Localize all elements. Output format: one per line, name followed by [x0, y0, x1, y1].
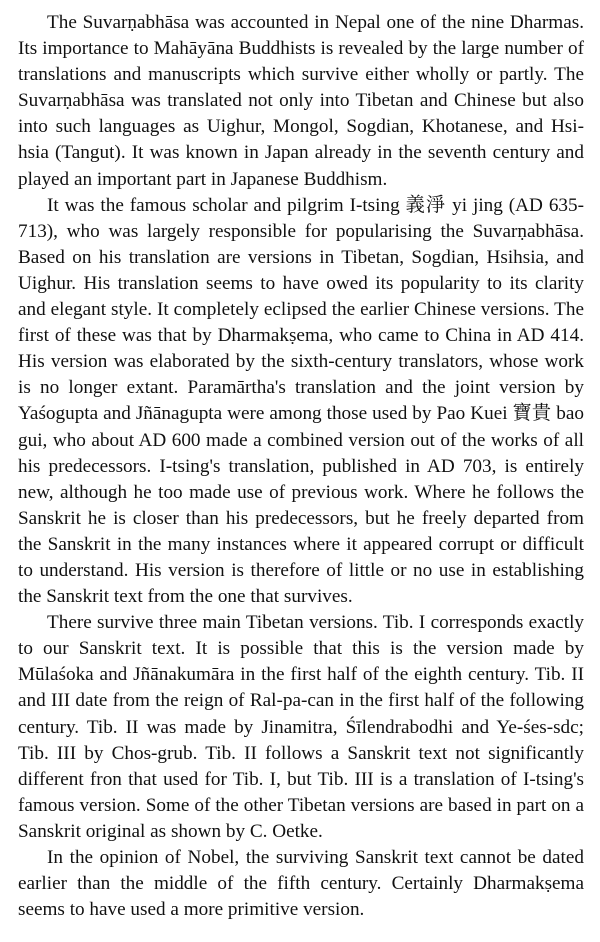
paragraph-suvarnabhasa-importance: The Suvarṇabhāsa was accounted in Nepal one of the nine Dharmas. Its importance to Mahāyāna Buddhists is revealed by the large number of translations and manuscripts which survive either wholly or partly. The Suvarṇabhāsa was translated not only into Tibetan and Chinese but also into such languages as Uighur, Mongol, Sogdian, Khotanese, and Hsi-hsia (Tangut). It was known in Japan already in the seventh century and played an important part in Japanese Buddhism. — [18, 12, 584, 190]
document-page — [18, 10, 584, 923]
paragraph-tibetan-versions: There survive three main Tibetan versions. Tib. I corresponds exactly to our Sanskrit text. It is possible that this is the version made by Mūlaśoka and Jñānakumāra in the first half of the eighth century. Tib. II and III date from the reign of Ral-pa-can in the first half of the following century. Tib. II was made by Jinamitra, Śīlendrabodhi and Ye-śes-sdc; Tib. III by Chos-grub. Tib. II follows a Sanskrit text not significantly different fron that used for Tib. I, but Tib. III is a translation of I-tsing's famous version. Some of the other Tibetan versions are based in part on a Sanskrit original as shown by C. Oetke. — [18, 612, 584, 842]
paragraph-i-tsing-translation: It was the famous scholar and pilgrim I-tsing 義淨 yi jing (AD 635-713), who was largely responsible for popularising the Suvarṇabhāsa. Based on his translation are versions in Tibetan, Sogdian, Hsihsia, and Uighur. His translation seems to have owed its popularity to its clarity and elegant style. It completely eclipsed the earlier Chinese versions. The first of these was that by Dharmakṣema, who came to China in AD 414. His version was elaborated by the sixth-century translators, whose work is no longer extant. Paramārtha's translation and the joint version by Yaśogupta and Jñānagupta were among those used by Pao Kuei 寶貴 bao gui, who about AD 600 made a combined version out of the works of all his predecessors. I-tsing's translation, published in AD 703, is entirely new, although he too made use of previous work. Where he follows the Sanskrit he is closer than his predecessors, but he freely departed from the Sanskrit in the many instances where it appeared corrupt or difficult to understand. His version is therefore of little or no use in establishing the Sanskrit text from the one that survives. — [18, 194, 584, 608]
paragraph-nobel-opinion: In the opinion of Nobel, the surviving Sanskrit text cannot be dated earlier than the middle of the fifth century. Certainly Dharmakṣema seems to have used a more primitive version. — [18, 847, 584, 921]
